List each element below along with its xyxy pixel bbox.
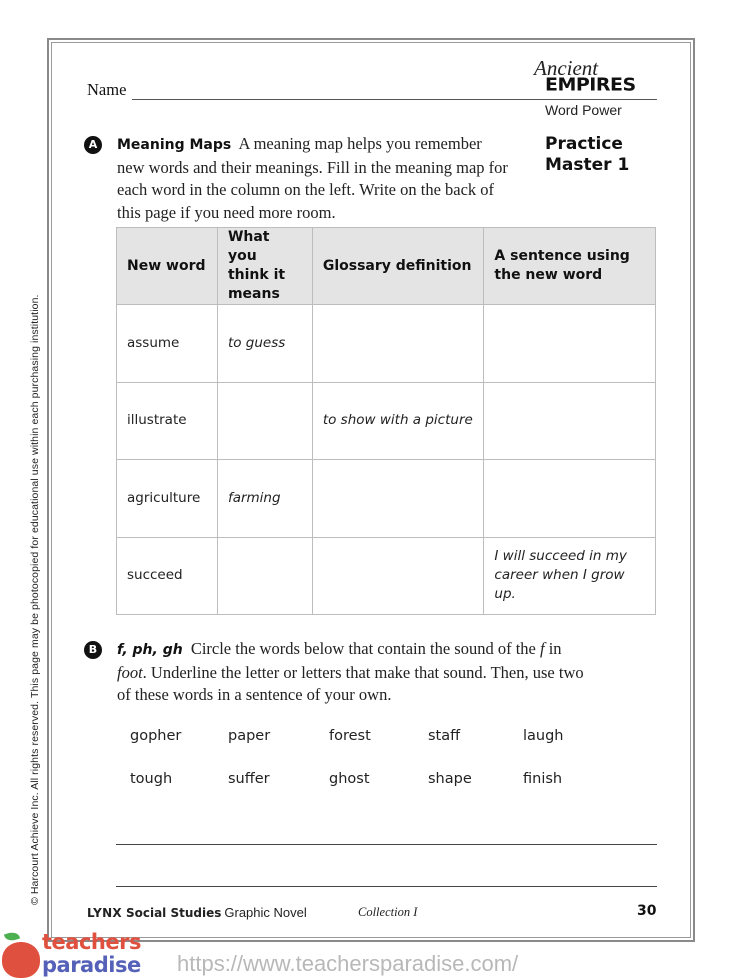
section-a-lead: Meaning Maps: [117, 137, 232, 153]
practice-line1: Practice: [545, 134, 623, 154]
sentence-write-line[interactable]: [116, 886, 657, 887]
apple-icon: [2, 942, 40, 978]
cell-new-word: illustrate: [117, 382, 218, 460]
watermark-logo-line1: teachers: [42, 930, 141, 954]
cell-sentence[interactable]: [484, 460, 656, 538]
header-sentence: A sentence using the new word: [484, 228, 656, 305]
section-b-badge: B: [84, 641, 102, 659]
table-row: [117, 537, 656, 615]
word-item[interactable]: ghost: [329, 771, 370, 787]
sentence-write-line[interactable]: [116, 844, 657, 845]
practice-line2: Master 1: [545, 155, 630, 175]
meaning-map-table: [116, 227, 656, 615]
footer-series: [87, 905, 307, 920]
table-row: [117, 305, 656, 383]
cell-glossary-definition[interactable]: [312, 460, 484, 538]
cell-glossary-definition[interactable]: to show with a picture: [312, 382, 484, 460]
table-row: [117, 382, 656, 460]
header-what-you-think: What you think it means: [217, 228, 312, 305]
footer-collection: Collection I: [358, 905, 418, 919]
word-item[interactable]: paper: [228, 728, 271, 744]
word-item[interactable]: shape: [428, 771, 472, 787]
watermark-url: https://www.teachersparadise.com/: [177, 951, 519, 976]
section-a-text: A meaning map helps you remember new words and their meanings. Fill in the meaning map for each word in the column on the left. Write on the back of this page if you need more room.: [117, 134, 508, 222]
section-a-badge: A: [84, 136, 102, 154]
brand-ancient: Ancient: [534, 56, 599, 80]
header-glossary-definition: Glossary definition: [312, 228, 484, 305]
cell-new-word: agriculture: [117, 460, 218, 538]
watermark-logo: [0, 930, 160, 979]
cell-sentence[interactable]: [484, 305, 656, 383]
cell-what-you-think[interactable]: to guess: [217, 305, 312, 383]
footer-series-name: Social Studies: [125, 906, 222, 920]
practice-master-title: [545, 134, 629, 176]
word-item[interactable]: staff: [428, 728, 461, 744]
cell-what-you-think[interactable]: [217, 537, 312, 615]
section-b-foot-word: foot: [117, 662, 143, 682]
word-item[interactable]: laugh: [523, 728, 564, 744]
watermark-logo-line2: paradise: [42, 953, 141, 977]
name-label: Name: [87, 80, 127, 99]
word-item[interactable]: suffer: [228, 771, 270, 787]
cell-sentence[interactable]: I will succeed in my career when I grow up.: [484, 537, 656, 615]
cell-glossary-definition[interactable]: [312, 305, 484, 383]
cell-new-word: assume: [117, 305, 218, 383]
section-b-text-3: . Underline the letter or letters that make that sound. Then, use two of these words in a sentence of your own.: [117, 662, 584, 704]
page-number: 30: [637, 903, 657, 919]
worksheet-subtitle: Word Power: [545, 102, 622, 118]
cell-sentence[interactable]: [484, 382, 656, 460]
footer-lynx-logo: LYNX: [87, 906, 122, 920]
table-row: [117, 460, 656, 538]
section-b-instructions: [117, 638, 587, 707]
section-a-instructions: [117, 133, 512, 224]
copyright-notice: © Harcourt Achieve Inc. All rights reserved. This page may be photocopied for educational use within each purchasing institution.: [29, 294, 41, 905]
word-item[interactable]: gopher: [130, 728, 182, 744]
word-item[interactable]: finish: [523, 771, 563, 787]
word-item[interactable]: tough: [130, 771, 173, 787]
footer-type: Graphic Novel: [224, 905, 307, 920]
cell-what-you-think[interactable]: [217, 382, 312, 460]
table-header-row: [117, 228, 656, 305]
section-b-lead: f, ph, gh: [117, 642, 183, 658]
cell-new-word: succeed: [117, 537, 218, 615]
section-b-text-1: Circle the words below that contain the sound of the: [190, 639, 536, 658]
section-b-text-2: in: [548, 639, 562, 658]
section-b-f-letter: f: [539, 639, 545, 658]
header-new-word: New word: [117, 228, 218, 305]
cell-what-you-think[interactable]: farming: [217, 460, 312, 538]
brand-divider: [532, 99, 657, 100]
cell-glossary-definition[interactable]: [312, 537, 484, 615]
word-item[interactable]: forest: [329, 728, 371, 744]
brand-empires: EMPIRES: [545, 74, 636, 96]
